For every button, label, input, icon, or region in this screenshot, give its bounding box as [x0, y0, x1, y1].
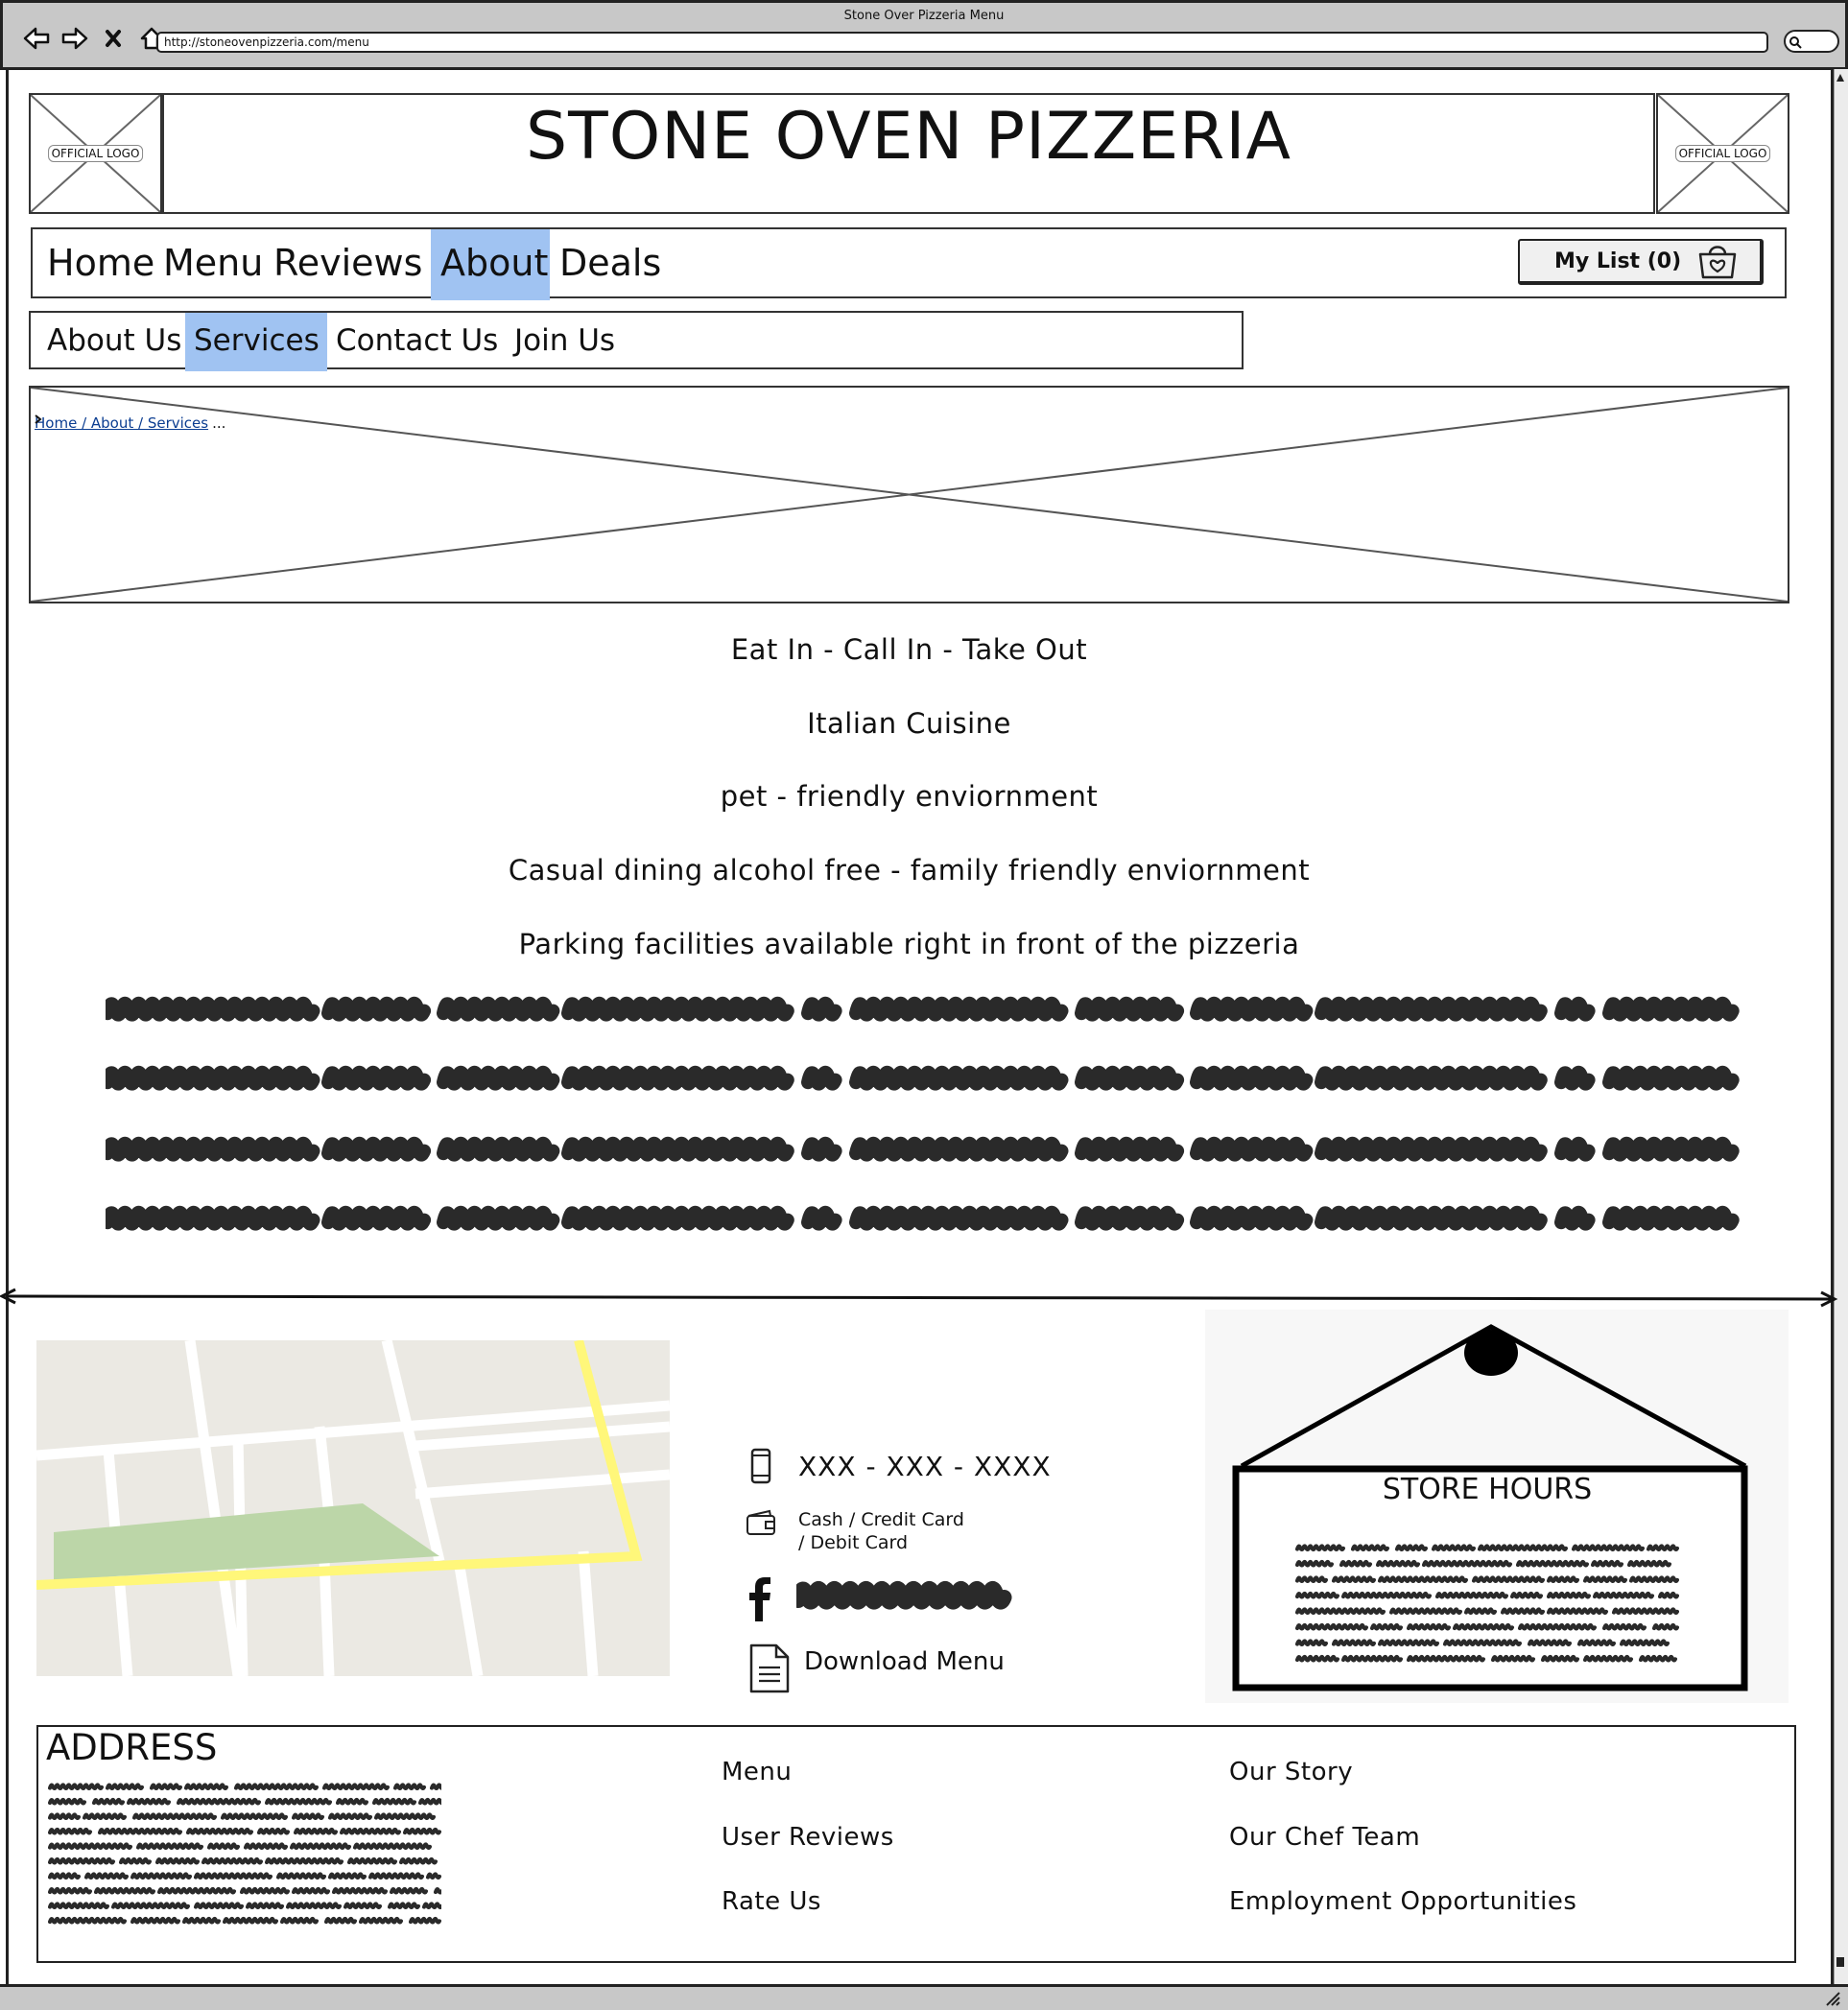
scribble-word [443, 1144, 553, 1155]
scribble-word [568, 1213, 788, 1224]
scribble-word [1437, 1594, 1506, 1597]
scribble-word [436, 1889, 441, 1892]
scribble-word [808, 1073, 836, 1084]
scribble-word [159, 1889, 234, 1893]
scribble-word [428, 1874, 439, 1878]
placeholder-text-scribble [106, 996, 1751, 1025]
scribble-word [1585, 1657, 1631, 1661]
scribble-word [1445, 1641, 1520, 1644]
scribble-word [223, 1814, 286, 1818]
scribble-word [1579, 1641, 1614, 1644]
scribble-word [1622, 1641, 1668, 1644]
footer-link-employment-opportunities[interactable]: Employment Opportunities [1229, 1887, 1577, 1916]
logo-label: OFFICIAL LOGO [48, 145, 144, 162]
scribble-word [50, 1919, 125, 1923]
scribble-word [1196, 1144, 1306, 1155]
scribble-word [50, 1814, 79, 1818]
scribble-word [1574, 1546, 1643, 1549]
scribble-word [568, 1144, 788, 1155]
scribble-word [50, 1844, 130, 1848]
scribble-word [152, 1785, 180, 1788]
address-title: ADDRESS [46, 1727, 218, 1768]
scribble-word [1196, 1213, 1306, 1224]
scribble-word [188, 1830, 251, 1833]
scribble-word [1409, 1625, 1449, 1629]
scribble-word [345, 1904, 380, 1907]
scribble-word [1503, 1609, 1543, 1613]
scribble-word [129, 1800, 169, 1804]
scribble-word [1297, 1594, 1338, 1597]
scribble-word [1321, 1073, 1541, 1084]
scribble-word [1561, 1213, 1589, 1224]
download-menu-link[interactable]: Download Menu [804, 1647, 1005, 1676]
scribble-word [1081, 1213, 1177, 1224]
scribble-word [1614, 1609, 1677, 1613]
hero-image-placeholder [29, 386, 1789, 603]
phone-icon [746, 1447, 775, 1485]
scribble-word [1593, 1562, 1622, 1566]
scribble-word [443, 1073, 553, 1084]
scribble-word [1081, 1004, 1177, 1015]
scribble-word [330, 1814, 370, 1818]
scribble-word [107, 1213, 314, 1224]
official-logo-left[interactable] [29, 93, 162, 214]
placeholder-text-scribble [48, 1783, 441, 1936]
scribble-word [259, 1830, 288, 1833]
scribble-word [808, 1144, 836, 1155]
service-line: Eat In - Call In - Take Out [730, 633, 1088, 666]
scribble-word [288, 1904, 340, 1907]
scribble-word [1543, 1657, 1577, 1661]
scribble-word [1297, 1562, 1332, 1566]
scribble-word [1343, 1594, 1430, 1597]
scribble-word [405, 1830, 439, 1833]
subnav-item-join-us[interactable]: Join Us [514, 323, 616, 358]
scribble-word [568, 1004, 788, 1015]
subnav-item-contact-us[interactable]: Contact Us [336, 323, 499, 358]
scribble-word [1480, 1546, 1566, 1549]
scribble-word [50, 1874, 79, 1878]
scribble-word [132, 1919, 178, 1923]
nav-item-deals[interactable]: Deals [559, 242, 662, 284]
scribble-word [432, 1785, 441, 1788]
scribble-word [132, 1874, 190, 1878]
scribble-word [1321, 1213, 1541, 1224]
scribble-word [1380, 1577, 1466, 1581]
scribble-word [1561, 1073, 1589, 1084]
scribble-word [282, 1919, 317, 1923]
document-icon [748, 1643, 791, 1694]
subnav-item-about-us[interactable]: About Us [47, 323, 182, 358]
scribble-word [1196, 1073, 1306, 1084]
scribble-word [1561, 1144, 1589, 1155]
scribble-word [209, 1844, 238, 1848]
footer-link-our-chef-team[interactable]: Our Chef Team [1229, 1823, 1421, 1852]
scribble-word [196, 1904, 242, 1907]
scribble-word [1334, 1577, 1374, 1581]
scribble-word [390, 1904, 418, 1907]
scribble-word [134, 1814, 215, 1818]
scribble-word [84, 1814, 125, 1818]
scribble-word [107, 1004, 314, 1015]
wallet-icon [745, 1508, 777, 1537]
scribble-word [50, 1830, 90, 1833]
scribble-word [856, 1073, 1062, 1084]
resize-grip-icon[interactable] [1825, 1991, 1840, 2006]
download-menu-row[interactable] [748, 1643, 1005, 1694]
scribble-word [1648, 1546, 1677, 1549]
scribble-word [178, 1800, 259, 1804]
scribble-word [50, 1785, 102, 1788]
facebook-row[interactable] [746, 1577, 1017, 1621]
stop-icon[interactable] [99, 24, 128, 53]
breadcrumb-link[interactable]: Home / About / Services [35, 414, 209, 432]
scribble-word [376, 1814, 434, 1818]
official-logo-right[interactable] [1656, 93, 1789, 214]
scribble-word [1585, 1577, 1625, 1581]
scribble-word [1424, 1562, 1510, 1566]
scroll-thumb-icon[interactable] [1836, 1957, 1845, 1967]
scribble-word [808, 1004, 836, 1015]
location-map[interactable] [36, 1340, 670, 1676]
facebook-icon[interactable] [746, 1577, 773, 1621]
footer-link-rate-us[interactable]: Rate Us [722, 1887, 821, 1916]
scribble-word [349, 1859, 395, 1863]
scribble-word [1433, 1546, 1474, 1549]
scribble-word [856, 1213, 1062, 1224]
subnav-item-services[interactable]: Services [185, 313, 327, 371]
scribble-word [338, 1800, 367, 1804]
nav-item-about[interactable]: About [431, 229, 550, 300]
title-banner [162, 93, 1655, 214]
footer-link-user-reviews[interactable]: User Reviews [722, 1823, 894, 1852]
scribble-word [1297, 1657, 1338, 1661]
footer-link-menu[interactable]: Menu [722, 1758, 793, 1786]
scribble-word [326, 1919, 355, 1923]
scribble-word [411, 1919, 439, 1923]
my-list-label: My List (0) [1554, 248, 1682, 273]
scribble-word [1081, 1144, 1177, 1155]
scribble-word [1466, 1609, 1495, 1613]
scribble-word [370, 1874, 422, 1878]
scribble-word [856, 1144, 1062, 1155]
scribble-word [107, 1073, 314, 1084]
scribble-word [294, 1889, 328, 1893]
scribble-word [1353, 1546, 1387, 1549]
scribble-word [1380, 1641, 1437, 1644]
scribble-word [391, 1889, 426, 1893]
window-title: Stone Over Pizzeria Menu [843, 9, 1005, 23]
back-arrow-icon[interactable] [22, 24, 51, 53]
scribble-word [328, 1144, 424, 1155]
scribble-word [1474, 1577, 1543, 1581]
scribble-word [1561, 1004, 1589, 1015]
scribble-word [1455, 1625, 1512, 1629]
scribble-word [334, 1889, 386, 1893]
browser-search-box[interactable] [1784, 30, 1839, 53]
scribble-word [1549, 1594, 1589, 1597]
my-list-button[interactable] [1518, 239, 1764, 285]
store-hours-title: STORE HOURS [1382, 1473, 1593, 1506]
scribble-word [1341, 1562, 1370, 1566]
scribble-word [1378, 1562, 1418, 1566]
browser-nav-buttons [22, 24, 166, 53]
logo-label: OFFICIAL LOGO [1675, 145, 1771, 162]
service-line: pet - friendly enviornment [720, 780, 1099, 813]
scribble-word [1196, 1004, 1306, 1015]
section-divider [0, 1282, 1848, 1311]
scribble-word [1081, 1073, 1177, 1084]
payment-line: / Debit Card [798, 1532, 909, 1553]
placeholder-text-scribble [796, 1580, 1017, 1619]
scribble-word [246, 1844, 286, 1848]
scribble-word [1520, 1625, 1595, 1629]
breadcrumb-trail: ... [212, 414, 226, 432]
scribble-word [1549, 1609, 1606, 1613]
scribble-word [330, 1874, 365, 1878]
service-line: Italian Cuisine [807, 707, 1011, 740]
site-title: STONE OVEN PIZZERIA [526, 99, 1291, 175]
scribble-word [355, 1844, 430, 1848]
scribble-word [424, 1904, 441, 1907]
scribble-word [1631, 1577, 1677, 1581]
payment-methods [798, 1508, 964, 1554]
scribble-word [1372, 1625, 1401, 1629]
scribble-word [1660, 1594, 1677, 1597]
scribble-word [328, 1213, 424, 1224]
scribble-word [443, 1213, 553, 1224]
scribble-word [86, 1874, 127, 1878]
placeholder-text-scribble [106, 1065, 1751, 1094]
scribble-word [296, 1830, 336, 1833]
scribble-word [1654, 1625, 1677, 1629]
scribble-word [1512, 1594, 1541, 1597]
scribble-word [1518, 1562, 1587, 1566]
shopping-bag-icon [1696, 243, 1739, 279]
phone-row [746, 1447, 1052, 1485]
scribble-word [50, 1904, 107, 1907]
scribble-word [267, 1859, 342, 1863]
scribble-word [100, 1830, 180, 1833]
scribble-word [1321, 1144, 1541, 1155]
scribble-word [1334, 1641, 1374, 1644]
placeholder-text-scribble [106, 1136, 1751, 1165]
scribble-word [278, 1874, 324, 1878]
scribble-word [1529, 1641, 1570, 1644]
vertical-scrollbar[interactable] [1834, 69, 1848, 1986]
scribble-word [94, 1800, 123, 1804]
nav-item-reviews[interactable]: Reviews [273, 242, 423, 284]
scribble-word [1641, 1657, 1675, 1661]
scribble-word [50, 1859, 113, 1863]
service-line: Parking facilities available right in front of the pizzeria [518, 928, 1300, 960]
footer-links-box [36, 1725, 1796, 1963]
scribble-word [1609, 1144, 1733, 1155]
scribble-word [1321, 1004, 1541, 1015]
scribble-word [96, 1889, 154, 1893]
scribble-word [203, 1859, 261, 1863]
forward-arrow-icon[interactable] [60, 24, 89, 53]
scribble-word [225, 1919, 276, 1923]
scribble-word [1609, 1004, 1733, 1015]
scribble-word [121, 1859, 150, 1863]
scribble-word [294, 1814, 322, 1818]
scribble-word [1297, 1577, 1326, 1581]
scribble-word [568, 1073, 788, 1084]
sub-nav [29, 311, 1244, 369]
scribble-word [443, 1004, 553, 1015]
scribble-word [1409, 1657, 1483, 1661]
scribble-word [1297, 1609, 1384, 1613]
scribble-word [1297, 1641, 1326, 1644]
scribble-word [324, 1785, 388, 1788]
scribble-word [856, 1004, 1062, 1015]
scribble-word [113, 1904, 188, 1907]
scribble-word [1604, 1625, 1645, 1629]
payment-line: Cash / Credit Card [798, 1509, 964, 1530]
scribble-word [242, 1889, 288, 1893]
scribble-word [1297, 1625, 1366, 1629]
payment-row [745, 1508, 964, 1554]
scroll-up-icon[interactable] [1836, 73, 1845, 83]
scribble-word [1609, 1213, 1733, 1224]
placeholder-text-scribble [106, 1205, 1751, 1234]
scribble-word [50, 1800, 84, 1804]
nav-item-home[interactable]: Home [47, 242, 155, 284]
scribble-word [184, 1919, 219, 1923]
scribble-word [798, 1589, 1005, 1602]
scribble-word [328, 1004, 424, 1015]
scribble-word [1595, 1594, 1652, 1597]
scribble-word [107, 1785, 142, 1788]
scribble-word [395, 1785, 424, 1788]
placeholder-text-scribble [1295, 1544, 1679, 1670]
scribble-word [1609, 1073, 1733, 1084]
scribble-word [401, 1859, 436, 1863]
scribble-word [196, 1874, 271, 1878]
scribble-word [138, 1844, 201, 1848]
breadcrumb [35, 414, 225, 432]
scribble-word [1343, 1657, 1401, 1661]
chrome-divider [0, 67, 1848, 70]
phone-number[interactable]: XXX - XXX - XXXX [798, 1450, 1052, 1482]
scribble-word [157, 1859, 198, 1863]
scribble-word [1549, 1577, 1577, 1581]
scribble-word [808, 1213, 836, 1224]
url-bar[interactable]: http://stoneovenpizzeria.com/menu [156, 32, 1768, 53]
scribble-word [1493, 1657, 1533, 1661]
scribble-word [1391, 1609, 1460, 1613]
scribble-word [361, 1919, 401, 1923]
page-frame-left [6, 69, 9, 1986]
chevron-right-icon [35, 414, 42, 424]
scribble-word [1397, 1546, 1426, 1549]
scribble-word [186, 1785, 226, 1788]
browser-status-bar [0, 1984, 1848, 2010]
nav-item-menu[interactable]: Menu [163, 242, 264, 284]
scribble-word [236, 1785, 317, 1788]
scribble-word [328, 1073, 424, 1084]
scribble-word [50, 1889, 90, 1893]
browser-chrome [0, 0, 1848, 69]
scribble-word [342, 1830, 399, 1833]
scribble-word [420, 1800, 441, 1804]
scribble-word [292, 1844, 349, 1848]
search-icon [1789, 35, 1802, 49]
scribble-word [107, 1144, 314, 1155]
scribble-word [374, 1800, 415, 1804]
scribble-word [248, 1904, 282, 1907]
service-line: Casual dining alcohol free - family friendly enviornment [508, 854, 1311, 887]
scribble-word [267, 1800, 330, 1804]
scribble-word [1297, 1546, 1343, 1549]
footer-link-our-story[interactable]: Our Story [1229, 1758, 1354, 1786]
scribble-word [1629, 1562, 1670, 1566]
image-placeholder-icon [31, 388, 1788, 602]
store-hours-sign [1205, 1310, 1789, 1703]
